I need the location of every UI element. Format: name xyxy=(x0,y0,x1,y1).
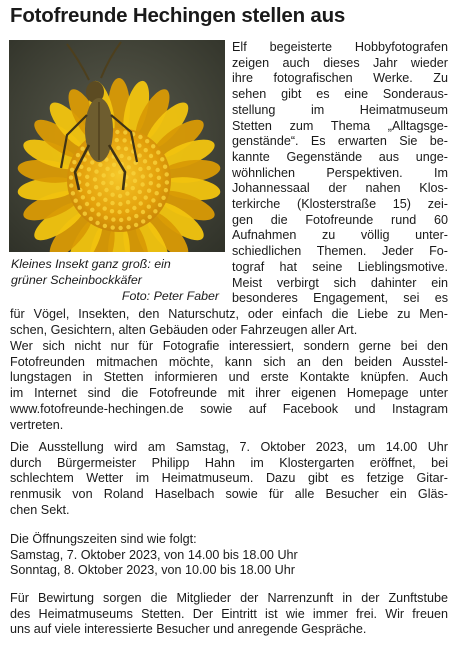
text-line: schiedlichen Themen. Jeder Fo- xyxy=(232,244,448,259)
text-line: uns auf viele interessierte Besucher und anregende Gespräche. xyxy=(10,622,367,637)
floret xyxy=(80,147,84,151)
floret xyxy=(110,201,114,205)
floret xyxy=(147,189,151,193)
paragraph-hospitality xyxy=(10,591,448,638)
text-line: Fotofreunden mitmachen möchte, kann sich an den beiden Ausstel- xyxy=(10,354,448,369)
floret xyxy=(127,156,131,160)
text-line: im Internet sind die Fotofreunde mit ihrer eigenen Homepage unter xyxy=(10,386,448,401)
text-line: gen die Fotofreunde rund 60 xyxy=(232,212,448,227)
floret xyxy=(101,181,105,185)
photo-caption xyxy=(11,256,223,304)
text-line: lungstagen in Stetten informieren und erste Kontakte knüpfen. Auch xyxy=(10,370,448,385)
text-line: besonderes Engagement, sei es xyxy=(232,291,448,306)
text-line: zeigen auch dieses Jahr wieder xyxy=(232,55,448,70)
floret xyxy=(96,212,100,216)
floret xyxy=(103,224,107,228)
floret xyxy=(137,143,141,147)
photo-illustration xyxy=(9,40,225,252)
floret xyxy=(116,186,120,190)
text-line: sehen gibt es eine Sonderaus- xyxy=(232,87,448,102)
floret xyxy=(91,197,95,201)
text-line: terkirche (Klosterstraße 15) zei- xyxy=(232,197,448,212)
floret xyxy=(123,130,127,134)
text-line: vertreten. xyxy=(10,417,64,432)
floret xyxy=(164,188,168,192)
floret xyxy=(90,160,94,164)
floret xyxy=(126,200,130,204)
floret xyxy=(103,206,107,210)
floret xyxy=(111,173,115,177)
text-line: kannte Gegenstände aus unge- xyxy=(232,149,448,164)
text-line: Aufnahmen zu völlig unter- xyxy=(232,228,448,243)
floret xyxy=(112,163,116,167)
floret xyxy=(71,191,75,195)
floret xyxy=(155,191,159,195)
beetle-flower-photo xyxy=(9,40,225,252)
floret xyxy=(151,198,155,202)
floret xyxy=(138,190,142,194)
flower-center xyxy=(67,128,171,232)
floret xyxy=(105,167,109,171)
floret xyxy=(110,193,114,197)
paragraph-opening xyxy=(10,440,448,519)
floret xyxy=(127,217,131,221)
floret xyxy=(165,180,169,184)
floret xyxy=(124,147,128,151)
floret xyxy=(125,191,129,195)
text-line: Die Ausstellung wird am Samstag, 7. Oktober 2023, um 14.00 Uhr xyxy=(10,440,448,454)
floret xyxy=(143,159,147,163)
floret xyxy=(131,171,135,175)
floret xyxy=(161,196,165,200)
text-line: Die Öffnungszeiten sind wie folgt: xyxy=(10,532,197,546)
floret xyxy=(141,210,145,214)
floret xyxy=(102,173,106,177)
floret xyxy=(119,154,123,158)
floret xyxy=(132,206,136,210)
floret xyxy=(153,161,157,165)
text-line: wöhnlichen Perspektiven. Im xyxy=(232,165,448,180)
floret xyxy=(119,218,123,222)
floret xyxy=(111,217,115,221)
floret xyxy=(69,183,73,187)
text-line: Wer sich nicht nur für Fotografie interessiert, sondern gerne bei den xyxy=(10,339,448,353)
floret xyxy=(139,201,143,205)
floret xyxy=(118,226,122,230)
floret xyxy=(76,153,80,157)
floret xyxy=(138,167,142,171)
floret xyxy=(117,210,121,214)
floret xyxy=(104,188,108,192)
floret xyxy=(90,208,94,212)
floret xyxy=(147,166,151,170)
floret xyxy=(95,221,99,225)
floret xyxy=(94,185,98,189)
floret xyxy=(149,154,153,158)
floret xyxy=(127,165,131,169)
floret xyxy=(78,205,82,209)
text-line: Elf begeisterte Hobbyfotografen xyxy=(232,40,448,54)
floret xyxy=(69,175,73,179)
text-line: renmusik von Roland Haselbach sowie für alle Besucher ein Gläs- xyxy=(10,487,448,502)
floret xyxy=(160,157,164,161)
floret xyxy=(156,183,160,187)
text-line: stellung im Heimatmuseum xyxy=(232,102,448,117)
paragraph-join xyxy=(10,339,448,433)
floret xyxy=(72,160,76,164)
floret xyxy=(147,205,151,209)
floret xyxy=(134,223,138,227)
floret xyxy=(70,168,74,172)
article-intro-column xyxy=(232,40,448,307)
floret xyxy=(157,176,161,180)
floret xyxy=(138,153,142,157)
text-line: des Heimatmuseums Stetten. Der Eintritt ist wie immer frei. Wir freuen xyxy=(10,606,448,621)
article-title: Fotofreunde Hechingen stellen aus xyxy=(10,4,346,27)
photo-credit: Foto: Peter Faber xyxy=(121,289,219,303)
text-line: Johannessaal der nahen Klos- xyxy=(232,181,448,196)
floret xyxy=(109,181,113,185)
floret xyxy=(85,202,89,206)
floret xyxy=(118,170,122,174)
floret xyxy=(87,190,91,194)
floret xyxy=(144,148,148,152)
homepage-line: www.fotofreunde-hechingen.de sowie auf Facebook und Instagram xyxy=(10,401,448,416)
floret xyxy=(116,146,120,150)
floret xyxy=(111,225,115,229)
paragraph-opening-hours xyxy=(10,532,448,579)
caption-line: Kleines Insekt ganz groß: ein xyxy=(11,257,171,271)
text-line: schen, Gesichtern, alten Gebäuden oder Fahrzeugen aller Art. xyxy=(10,322,358,337)
floret xyxy=(83,212,87,216)
text-line: tograf hat seine Lieblingsmotive. xyxy=(232,259,448,274)
floret xyxy=(149,181,153,185)
floret xyxy=(151,144,155,148)
opening-hours-saturday: Samstag, 7. Oktober 2023, von 14.00 bis 18.00 Uhr xyxy=(10,547,298,562)
floret xyxy=(89,217,93,221)
floret xyxy=(87,167,91,171)
text-line: für Vögel, Insekten, den Naturschutz, oder einfach die Liebe zu Men- xyxy=(10,307,448,321)
floret xyxy=(125,209,129,213)
floret xyxy=(74,199,78,203)
floret xyxy=(103,198,107,202)
floret xyxy=(133,179,137,183)
floret xyxy=(81,195,85,199)
floret xyxy=(77,172,81,176)
floret xyxy=(85,175,89,179)
floret xyxy=(85,182,89,186)
floret xyxy=(134,214,138,218)
floret xyxy=(110,209,114,213)
floret xyxy=(126,225,130,229)
floret xyxy=(96,202,100,206)
paragraph-interests xyxy=(10,307,448,338)
text-line: genstände“. Es erwarten Sie be- xyxy=(232,134,448,149)
floret xyxy=(156,150,160,154)
floret xyxy=(149,173,153,177)
floret xyxy=(145,139,149,143)
floret xyxy=(115,130,119,134)
floret xyxy=(140,182,144,186)
floret xyxy=(158,203,162,207)
floret xyxy=(138,135,142,139)
floret xyxy=(118,202,122,206)
floret xyxy=(141,174,145,178)
floret xyxy=(98,163,102,167)
text-line: ihre fotografischen Werke. Zu xyxy=(232,71,448,86)
text-line: schlechtem Wetter im Heimatmuseum. Dazu gibt es fetzige Gitar- xyxy=(10,471,448,486)
floret xyxy=(104,216,108,220)
text-line: Meist verbirgt sich dahinter ein xyxy=(232,275,448,290)
floret xyxy=(93,177,97,181)
floret xyxy=(165,172,169,176)
opening-hours-sunday: Sonntag, 8. Oktober 2023, von 10.00 bis 18.00 Uhr xyxy=(10,563,295,578)
floret xyxy=(153,209,157,213)
floret xyxy=(122,138,126,142)
floret xyxy=(141,219,145,223)
floret xyxy=(156,168,160,172)
floret xyxy=(163,165,167,169)
floret xyxy=(115,138,119,142)
text-line: Für Bewirtung sorgen die Mitglieder der Narrenzunft in der Zunftstube xyxy=(10,591,448,605)
floret xyxy=(98,192,102,196)
text-line: chen Sekt. xyxy=(10,502,70,517)
floret xyxy=(131,186,135,190)
floret xyxy=(118,194,122,198)
text-line: durch Bürgermeister Philipp Hahn im Klostergarten eröffnet, bei xyxy=(10,455,448,470)
text-line: Stetten zum Thema „Alltagsge- xyxy=(232,118,448,133)
caption-line: grüner Scheinbockkäfer xyxy=(11,273,142,287)
floret xyxy=(133,196,137,200)
floret xyxy=(94,169,98,173)
floret xyxy=(144,195,148,199)
floret xyxy=(148,215,152,219)
